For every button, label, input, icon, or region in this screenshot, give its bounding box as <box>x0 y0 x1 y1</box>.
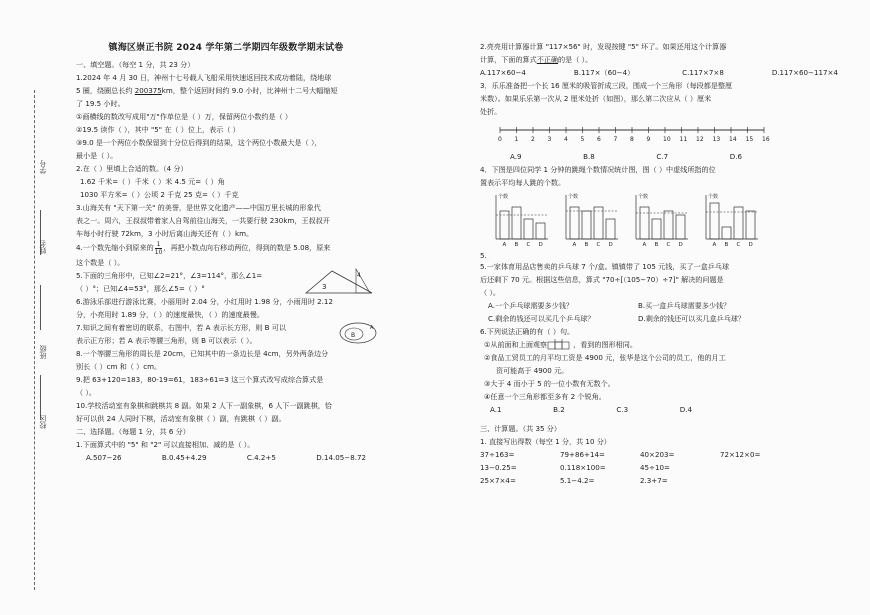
question-line: 10.学校活动室有象棋和跳棋共 8 副。如果 2 人下一副象棋，6 人下一副跳棋，恰 <box>76 401 332 410</box>
ruler-tick-label: 0 <box>498 136 502 143</box>
bar <box>570 207 579 239</box>
binding-label-student-no: 学号 <box>39 160 47 174</box>
category-label: D <box>608 242 613 248</box>
question-line: 1. 直接写出得数（每空 1 分，共 10 分） <box>480 437 611 446</box>
y-axis-label: 个数 <box>498 194 509 200</box>
question-line: 分，小亮用时 1.89 分，（ ）的速度最快，（ ）的速度最慢。 <box>76 310 264 319</box>
statement-line: ③大于 4 而小于 5 的一位小数有无数个。 <box>484 379 615 388</box>
question-line: 8.一个等腰三角形的周长是 20cm，已知其中的一条边长是 4cm，另外两条边分 <box>76 349 329 358</box>
bar <box>710 203 719 239</box>
question-line: 1030 平方米=（ ）公顷 2 千克 25 克=（ ）千克 <box>80 190 239 199</box>
question-line: （ ）°；已知∠4=53°，那么∠5=（ ）° <box>76 284 205 293</box>
question-line: 4．下图是四位同学 1 分钟的跳绳个数情况统计图，图（ ）中虚线所指的位 <box>480 165 716 174</box>
category-label: D <box>748 242 753 248</box>
choice-option: A.507−26 <box>86 453 122 462</box>
bar <box>594 207 603 239</box>
ruler-tick-label: 7 <box>613 136 618 143</box>
calc-item <box>720 461 830 474</box>
venn-question <box>76 321 376 347</box>
cube-views-icon <box>547 339 573 351</box>
bar-chart-2 <box>558 191 620 249</box>
section-choice-title: 二、选择题。（每题 1 分，共 6 分） <box>76 427 190 436</box>
choice-option: A.9 <box>510 152 522 161</box>
calc-item: 45÷10= <box>640 463 670 472</box>
binding-label-campus: 校区 <box>39 415 47 429</box>
question-line: 好可以供 24 人同时下棋，活动室有象棋（ ）副，有跳棋（ ）副。 <box>76 414 286 423</box>
question-line: 5 圈，绕圈总长约 200375km，整个返回时间约 9.0 小时，比神州十二号大幅缩短 <box>76 86 338 95</box>
statement-line: ②食品工贸员工的月平均工资是 4900 元，张华是这个公司的员工，他的月工 <box>484 353 726 362</box>
choice-option: C.117×7×8 <box>682 68 724 77</box>
question-line: 最小是（ ）。 <box>76 151 118 160</box>
choice-option: A.117×60−4 <box>480 68 526 77</box>
choice-options <box>76 451 376 464</box>
choice-options <box>480 66 852 79</box>
choice-option: D.14.05−8.72 <box>316 453 366 462</box>
bar <box>582 211 591 239</box>
question-line: ①画横线的数改写成用"万"作单位是（ ）万，保留两位小数约是（ ） <box>76 112 293 121</box>
chart-footnote: 5. <box>480 251 487 260</box>
svg-text:A: A <box>370 325 374 331</box>
category-label: D <box>538 242 543 248</box>
section-fill-in-title: 一、填空题。（每空 1 分，共 23 分） <box>76 60 195 69</box>
left-column <box>76 0 376 464</box>
triangle-figure <box>304 267 376 297</box>
question-line: 2.在（ ）里填上合适的数。（4 分） <box>76 164 188 173</box>
choice-option: B.0.45+4.29 <box>161 453 207 462</box>
statement-line: ④任意一个三角形都至多有 2 个锐角。 <box>484 392 606 401</box>
choice-option: C.7 <box>656 152 669 161</box>
choice-options <box>480 299 852 325</box>
category-label: B <box>654 242 659 248</box>
category-label: B <box>514 242 519 248</box>
question-line: （ ）。 <box>480 288 500 297</box>
question-line: 米数）。如果乐乐第一次从 2 厘米处折（如图），那么第二次应从（ ）厘米 <box>480 94 712 103</box>
choice-option: D.6 <box>729 152 742 161</box>
question-line: 3.山海关有 "天下第一关" 的美誉，是世界文化遗产——中国万里长城的形象代 <box>76 203 321 212</box>
choice-options <box>480 403 852 416</box>
bar-chart-3 <box>628 191 690 249</box>
calc-item: 2.3+7= <box>640 476 668 485</box>
category-label: A <box>502 242 507 248</box>
category-label: B <box>724 242 729 248</box>
bar <box>512 207 521 239</box>
category-label: A <box>712 242 717 248</box>
ruler-tick-label: 9 <box>646 136 651 143</box>
question-line: 5.一家体育用品店售卖的乒乓球 7 个/盒。镇镇带了 105 元钱，买了一盒乒乓球 <box>480 262 730 271</box>
bar-chart-4 <box>698 191 760 249</box>
choice-option: B.买一盒乒乓球需要多少钱？ <box>638 301 731 310</box>
choice-option: C.3 <box>616 405 629 414</box>
svg-text:3: 3 <box>322 283 327 291</box>
binding-label-name: 姓名 <box>39 240 47 254</box>
venn-diagram <box>338 321 378 345</box>
ruler-tick-label: 5 <box>580 136 585 143</box>
right-column <box>480 40 852 487</box>
ruler-tick-label: 6 <box>597 136 601 143</box>
category-label: C <box>596 242 601 248</box>
calc-item: 25×7×4= <box>480 476 516 485</box>
ruler-tick-label: 1 <box>514 136 519 143</box>
binding-dashed-line <box>34 90 35 590</box>
ruler-figure <box>480 120 780 144</box>
question-line: 处折。 <box>480 107 502 116</box>
choice-option: A.1 <box>490 405 502 414</box>
statement-line: 资可能高于 4900 元。 <box>496 366 569 375</box>
question-line: 5.下面的三角形中，已知∠2=21°，∠3=114°，那么∠1= <box>76 271 263 280</box>
calc-item: 72×12×0= <box>720 450 761 459</box>
bar <box>664 211 673 239</box>
question-line: 7.知识之间有着密切的联系，右图中，若 A 表示长方形，则 B 可以 <box>76 323 286 332</box>
question-line: （ ）。 <box>76 388 96 397</box>
category-label: D <box>678 242 683 248</box>
question-line: 9.把 63+120=183，80-19=61，183÷61=3 这三个算式改写成综合算式是 <box>76 375 324 384</box>
question-line: 置表示平均每人跳的个数。 <box>480 178 566 187</box>
question-line: 车每小时行驶 72km，3 小时后离山海关还有（ ）km。 <box>76 229 254 238</box>
ruler-tick-label: 11 <box>679 136 688 143</box>
binding-blank <box>40 285 41 330</box>
bar <box>640 207 649 239</box>
calc-item: 79+86+14= <box>560 450 605 459</box>
calc-item: 0.118×100= <box>560 463 606 472</box>
question-line: 计算，下面的算式不正确的是（ ）。 <box>480 55 593 64</box>
ruler-tick-label: 10 <box>663 136 671 143</box>
category-label: B <box>584 242 589 248</box>
ruler-tick-label: 15 <box>745 136 754 143</box>
exam-title: 镇海区崇正书院 2024 学年第二学期四年级数学期末试卷 <box>108 43 344 53</box>
bar <box>652 219 661 239</box>
y-axis-label: 个数 <box>638 194 649 200</box>
ruler-tick-label: 4 <box>564 136 568 143</box>
ruler-tick-label: 12 <box>696 136 704 143</box>
fraction: $\frac{1}{10}$ <box>154 240 163 256</box>
question-line: 表之一。周六，王叔叔带着家人自驾前往山海关，一共要行驶 230km，王叔叔开 <box>76 216 330 225</box>
choice-option: D.117×60−117×4 <box>771 68 838 77</box>
question-line: 表示正方形；若 A 表示等腰三角形，则 B 可以表示（ ）。 <box>76 336 257 345</box>
question-line: 这个数是（ ）。 <box>76 258 125 267</box>
ruler-tick-label: 2 <box>531 136 535 143</box>
question-line: 1.62 千米=（ ）千米（ ）米 4.5 元=（ ）角 <box>80 177 225 186</box>
y-axis-label: 个数 <box>568 194 579 200</box>
question-line: 后还剩下 70 元。根据这些信息，算式 "70÷[（105−70）÷7]" 解决的问题是 <box>480 275 724 284</box>
ruler-tick-label: 16 <box>762 136 770 143</box>
question-line: 别长（ ）cm 和（ ）cm。 <box>76 362 162 371</box>
bar-charts-row <box>488 191 852 249</box>
ruler-tick-label: 13 <box>712 136 721 143</box>
bar <box>746 211 755 239</box>
question-line: 6.下列说法正确的有（ ）句。 <box>480 327 575 336</box>
bar <box>524 219 533 239</box>
choice-options <box>480 150 852 163</box>
category-label: C <box>526 242 531 248</box>
binding-label-class: 班级 <box>39 345 47 359</box>
category-label: C <box>736 242 741 248</box>
y-axis-label: 个数 <box>708 194 719 200</box>
statement-line: ①从前面和上面观察 ，看到的图形相同。 <box>480 338 852 351</box>
question-line: 1.下面算式中的 "5" 和 "2" 可以直接相加、减的是（ ）。 <box>76 440 255 449</box>
question-line: 3．乐乐准备把一个长 16 厘米的吸管折成三段，围成一个三角形（每段都是整厘 <box>480 81 733 90</box>
svg-text:4: 4 <box>357 272 361 279</box>
question-line: 1.2024 年 4 月 30 日，神州十七号载人飞船采用快速返回技术成功着陆，绕地球 <box>76 73 332 82</box>
choice-option: B.8 <box>583 152 595 161</box>
bar <box>676 215 685 239</box>
choice-option: D.剩余的钱还可以买几盒乒乓球？ <box>638 314 746 323</box>
section-calc-title: 三、计算题。（共 35 分） <box>480 424 561 433</box>
calc-grid <box>480 448 852 487</box>
calc-item: 5.1−4.2= <box>560 476 595 485</box>
question-line: ②19.5 读作（ ），其中 "5" 在（ ）位上，表示（ ） <box>76 125 240 134</box>
choice-option: B.2 <box>553 405 565 414</box>
choice-option: B.117×（60−4） <box>573 68 635 77</box>
category-label: A <box>572 242 577 248</box>
bar <box>536 223 545 239</box>
question-line: 2.亮亮用计算器计算 "117×56" 时，发现按键 "5" 坏了。如果还用这个计算器 <box>480 42 727 51</box>
question-line: 了 19.5 小时。 <box>76 99 125 108</box>
question-line: ③9.0 是一个两位小数保留到十分位后得到的结果，这个两位小数最大是（ ）， <box>76 138 322 147</box>
calc-item <box>720 474 830 487</box>
binding-blank <box>40 375 41 420</box>
question-line: 6.游泳乐部进行游泳比赛，小丽用时 2.04 分，小红用时 1.98 分，小雨用时 2.12 <box>76 297 333 306</box>
svg-text:B: B <box>351 332 356 339</box>
bar <box>722 227 731 239</box>
calc-item: 40×203= <box>640 450 675 459</box>
choice-option: C.4.2+5 <box>246 453 276 462</box>
bar-chart-1 <box>488 191 550 249</box>
choice-option: D.4 <box>679 405 692 414</box>
category-label: C <box>666 242 671 248</box>
ruler-tick-label: 3 <box>547 136 552 143</box>
category-label: A <box>642 242 647 248</box>
binding-margin <box>8 60 60 600</box>
choice-option: A.一个乒乓球需要多少钱？ <box>488 301 574 310</box>
choice-option: C.剩余的钱还可以买几个乒乓球？ <box>488 314 595 323</box>
ruler-tick-label: 8 <box>630 136 634 143</box>
calc-item: 13−0.25= <box>480 463 517 472</box>
bar <box>606 219 615 239</box>
question-line: 4.一个数先缩小到原来的 $\frac{1}{10}$ ，再把小数点向右移动两位，得到的数是 5.08，原来 <box>76 240 331 256</box>
triangle-question <box>76 269 376 295</box>
calc-item: 37÷163= <box>480 450 515 459</box>
ruler-tick-label: 14 <box>729 136 737 143</box>
